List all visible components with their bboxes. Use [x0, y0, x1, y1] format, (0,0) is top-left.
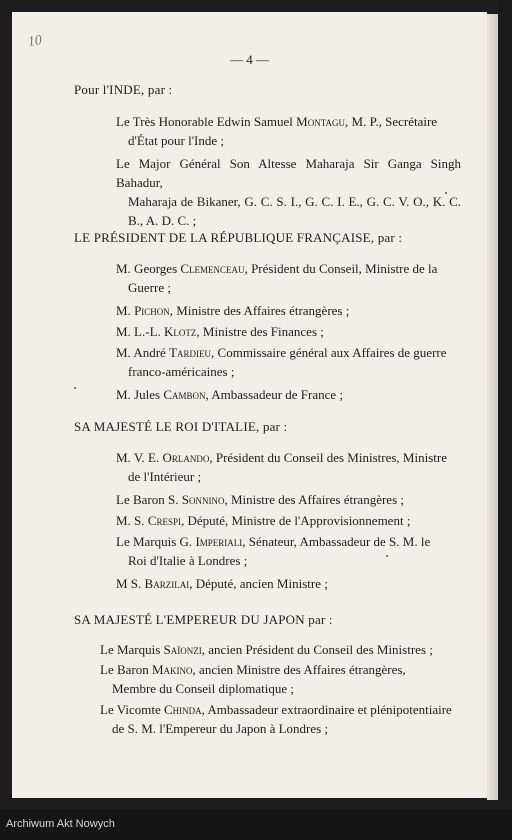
entry-text: M. Georges — [116, 261, 181, 276]
plenipotentiary-entry — [100, 640, 460, 659]
entry-continuation: de l'Intérieur ; — [128, 469, 202, 484]
scanner-border — [498, 0, 512, 800]
entry-name: Tardieu — [169, 345, 212, 360]
entry-continuation: Guerre ; — [128, 280, 171, 295]
entry-text: M. André — [116, 345, 170, 360]
entry-text: , Ministre des Finances ; — [196, 324, 324, 339]
entry-name: Orlando — [162, 450, 210, 465]
entry-text: , Président du Conseil, Ministre de la — [244, 261, 438, 276]
plenipotentiary-entry — [116, 343, 461, 381]
entry-text: M S. — [116, 576, 145, 591]
plenipotentiary-entry — [116, 259, 461, 297]
page-folio: — 4 — — [230, 52, 269, 67]
entry-name: Makino — [151, 662, 193, 677]
paper-speck — [74, 387, 76, 389]
entry-text: Le Baron S. — [116, 492, 182, 507]
entry-continuation: de S. M. l'Empereur du Japon à Londres ; — [112, 721, 329, 736]
entry-continuation: d'État pour l'Inde ; — [128, 133, 225, 148]
entry-text: , Commissaire général aux Affaires de guerre — [211, 345, 447, 360]
entry-text: Le Vicomte — [100, 702, 164, 717]
entry-name: Imperiali — [195, 534, 243, 549]
entry-text: Le Marquis — [100, 642, 164, 657]
plenipotentiary-entry — [100, 660, 460, 698]
entry-text: M. S. — [116, 513, 148, 528]
section-heading-france: LE PRÉSIDENT DE LA RÉPUBLIQUE FRANÇAISE, par : — [74, 230, 403, 245]
page-edge — [487, 14, 498, 800]
archive-caption: Archiwum Akt Nowych — [6, 818, 115, 830]
entry-name: Barzilai — [144, 576, 190, 591]
handwritten-page-number: 10 — [26, 33, 43, 50]
plenipotentiary-entry — [116, 532, 461, 570]
plenipotentiary-entry — [100, 700, 460, 738]
entry-text: , Ambassadeur extraordinaire et plénipotentiaire — [201, 702, 452, 717]
entry-text: , Ministre des Affaires étrangères ; — [224, 492, 404, 507]
entry-name: Cambon — [163, 387, 206, 402]
entry-text: Le Major Général Son Altesse Maharaja Sir Ganga Singh Bahadur, — [116, 156, 461, 190]
entry-text: , Président du Conseil des Ministres, Ministre — [209, 450, 447, 465]
entry-name: Chinda — [163, 702, 202, 717]
entry-continuation: franco-américaines ; — [128, 364, 235, 379]
entry-text: Le Baron — [100, 662, 152, 677]
entry-continuation: Roi d'Italie à Londres ; — [128, 553, 248, 568]
entry-text: , M. P., Secrétaire — [345, 114, 438, 129]
document-page — [12, 12, 487, 798]
entry-text: M. L.-L. — [116, 324, 165, 339]
plenipotentiary-entry — [116, 574, 461, 593]
entry-text: Le Marquis G. — [116, 534, 196, 549]
entry-continuation: Membre du Conseil diplomatique ; — [112, 681, 294, 696]
plenipotentiary-entry — [116, 322, 461, 341]
plenipotentiary-entry — [116, 511, 461, 530]
entry-text: , Sénateur, Ambassadeur de S. M. le — [242, 534, 431, 549]
entry-text: M. V. E. — [116, 450, 163, 465]
entry-text: , Ambassadeur de France ; — [205, 387, 344, 402]
plenipotentiary-entry — [116, 385, 461, 404]
entry-text: M. — [116, 303, 135, 318]
plenipotentiary-entry — [116, 154, 461, 230]
plenipotentiary-entry — [116, 448, 461, 486]
section-heading-india: Pour l'INDE, par : — [74, 82, 173, 97]
entry-name: Montagu — [296, 114, 346, 129]
entry-name: Klotz — [164, 324, 197, 339]
entry-text: , Ministre des Affaires étrangères ; — [169, 303, 350, 318]
entry-name: Pichon — [134, 303, 170, 318]
plenipotentiary-entry — [116, 301, 461, 320]
plenipotentiary-entry — [116, 112, 461, 150]
entry-name: Sonnino — [181, 492, 225, 507]
entry-text: , Député, ancien Ministre ; — [189, 576, 328, 591]
section-heading-japan: SA MAJESTÉ L'EMPEREUR DU JAPON par : — [74, 612, 333, 627]
entry-text: Le Très Honorable Edwin Samuel — [116, 114, 297, 129]
plenipotentiary-entry — [116, 490, 461, 509]
entry-name: Clemenceau — [180, 261, 245, 276]
entry-text: , ancien Président du Conseil des Ministres ; — [201, 642, 433, 657]
entry-continuation: Maharaja de Bikaner, G. C. S. I., G. C. I. E., G. C. V. O., K. C. B., A. D. C. ; — [128, 194, 461, 228]
entry-text: , Député, Ministre de l'Approvisionnement ; — [180, 513, 411, 528]
paper-speck — [445, 192, 447, 194]
paper-speck — [386, 555, 388, 557]
entry-text: , ancien Ministre des Affaires étrangères, — [192, 662, 406, 677]
entry-name: Saïonzi — [163, 642, 202, 657]
entry-name: Crespi — [147, 513, 181, 528]
entry-text: M. Jules — [116, 387, 164, 402]
section-heading-italy: SA MAJESTÉ LE ROI D'ITALIE, par : — [74, 419, 288, 434]
